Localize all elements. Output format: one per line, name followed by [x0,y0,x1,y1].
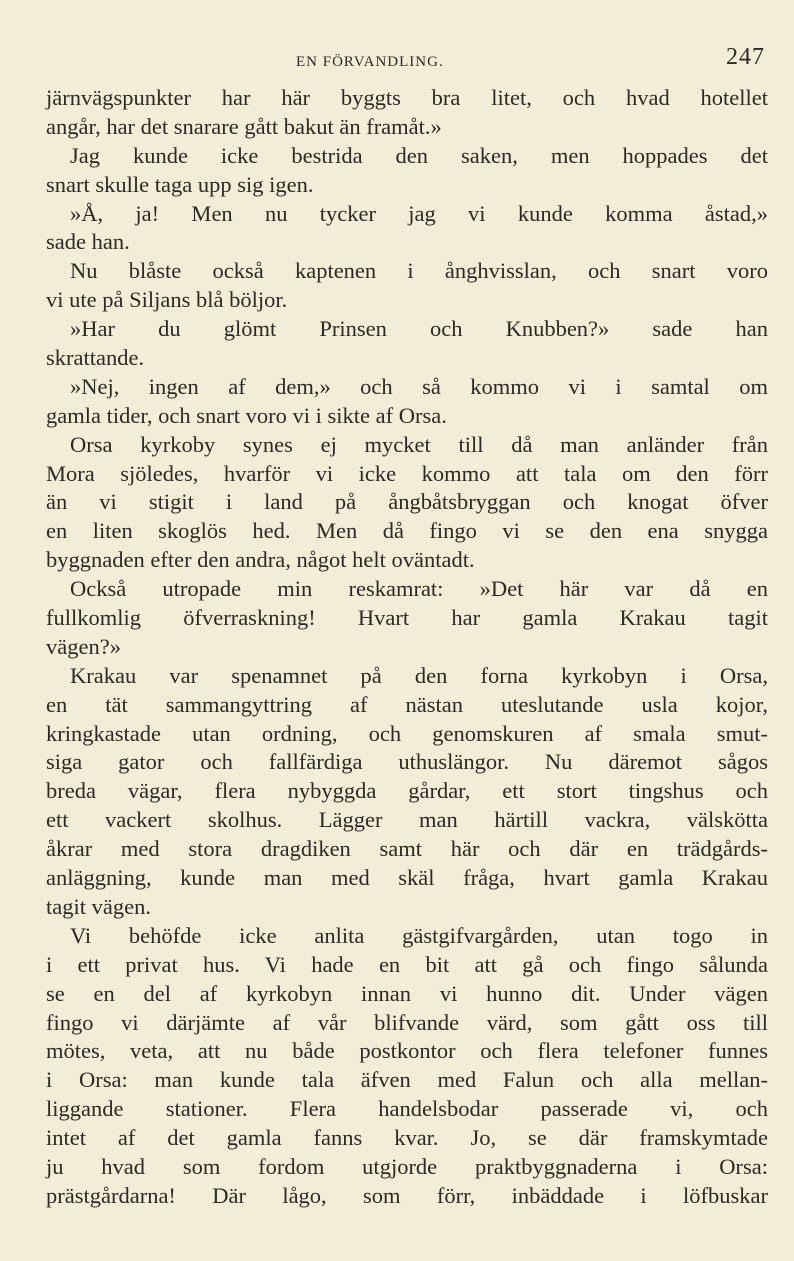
text-line: »Å, ja! Men nu tycker jag vi kunde komma åstad,» [70,200,768,226]
text-line: ju hvad som fordom utgjorde praktbyggnaderna i Orsa: [46,1153,768,1179]
text-line: i ett privat hus. Vi hade en bit att gå och fingo sålunda [46,951,768,977]
text-line: »Nej, ingen af dem,» och så kommo vi i samtal om [70,373,768,399]
text-line: Mora sjöledes, hvarför vi icke kommo att tala om den förr [46,460,768,486]
text-line: fingo vi därjämte af vår blifvande värd, som gått oss till [46,1009,768,1035]
text-line: i Orsa: man kunde tala äfven med Falun och alla mellan- [46,1067,768,1093]
text-line: anläggning, kunde man med skäl fråga, hvart gamla Krakau [46,865,768,891]
text-line: liggande stationer. Flera handelsbodar passerade vi, och [46,1096,768,1122]
text-line: Orsa kyrkoby synes ej mycket till då man anländer från [70,431,768,457]
text-line: en liten skoglös hed. Men då fingo vi se den ena snygga [46,518,768,544]
text-line: se en del af kyrkobyn innan vi hunno dit. Under vägen [46,980,768,1006]
text-line: intet af det gamla fanns kvar. Jo, se där framskymtade [46,1125,768,1151]
text-line: prästgårdarna! Där lågo, som förr, inbäddade i löfbuskar [46,1182,768,1208]
text-line: Vi behöfde icke anlita gästgifvargården, utan togo in [70,922,768,948]
text-line: järnvägspunkter har här byggts bra litet, och hvad hotellet [46,85,768,110]
text-line: än vi stigit i land på ångbåtsbryggan och knogat öfver [46,489,768,515]
text-line: fullkomlig öfverraskning! Hvart har gamla Krakau tagit [46,605,768,631]
text-line: Nu blåste också kaptenen i ånghvisslan, och snart voro [70,258,768,284]
text-line: snart skulle taga upp sig igen. [46,171,314,197]
text-line: byggnaden efter den andra, något helt oväntadt. [46,547,475,573]
body-text [46,84,768,1211]
text-line: ett vackert skolhus. Lägger man härtill vackra, välskötta [46,807,768,833]
text-line: åkrar med stora dragdiken samt här och där en trädgårds- [46,836,768,862]
text-line: Krakau var spenamnet på den forna kyrkobyn i Orsa, [70,662,768,688]
page-number: 247 [726,44,765,70]
text-line: vi ute på Siljans blå böljor. [46,287,288,313]
text-line: Också utropade min reskamrat: »Det här var då en [70,576,768,602]
text-line: en tät sammangyttring af nästan uteslutande usla kojor, [46,691,768,717]
running-title: EN FÖRVANDLING. [296,54,444,70]
text-line: sade han. [46,229,130,255]
text-line: kringkastade utan ordning, och genomskuren af smala smut- [46,720,768,746]
text-line: siga gator och fallfärdiga uthuslängor. Nu däremot sågos [46,749,768,775]
text-line: vägen?» [46,633,121,659]
text-line: breda vägar, flera nybyggda gårdar, ett stort tingshus och [46,778,768,804]
text-line: Jag kunde icke bestrida den saken, men hoppades det [70,142,768,168]
text-line: gamla tider, och snart voro vi i sikte af Orsa. [46,402,447,428]
text-line: skrattande. [46,345,145,371]
text-line: tagit vägen. [46,893,151,919]
text-line: mötes, veta, att nu både postkontor och flera telefoner funnes [46,1038,768,1064]
text-line: angår, har det snarare gått bakut än framåt.» [46,113,442,139]
text-line: »Har du glömt Prinsen och Knubben?» sade han [70,316,768,342]
